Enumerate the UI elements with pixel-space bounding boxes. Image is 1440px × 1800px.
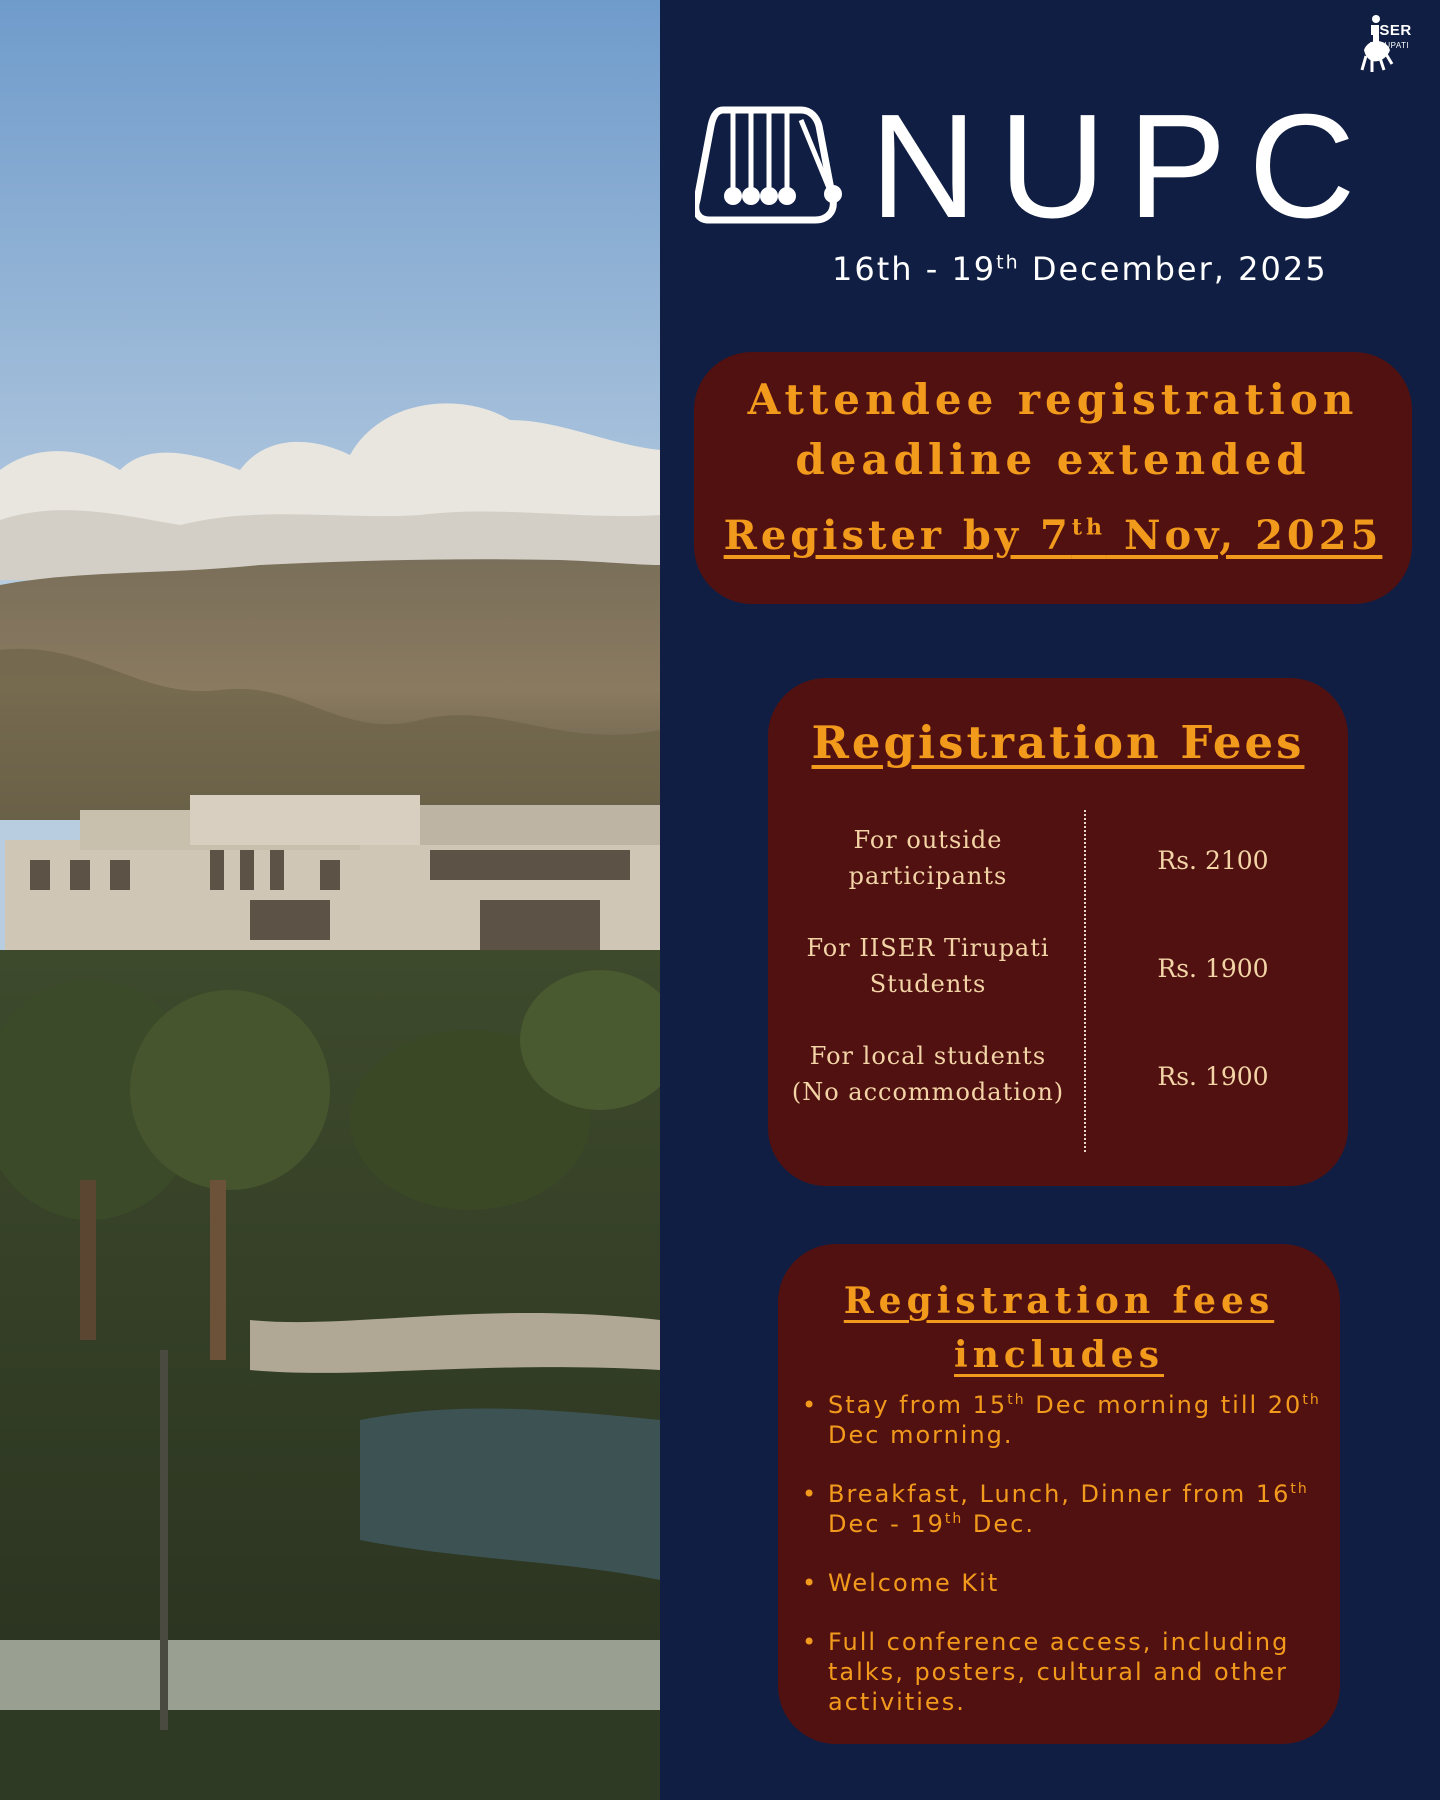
item-text: Stay from 15 (828, 1391, 1008, 1419)
event-date-month-year: December, 2025 (1019, 250, 1328, 288)
fee-row-label (778, 930, 1078, 1002)
item-sup: th (1302, 1392, 1321, 1408)
fee-label-line: Students (869, 970, 987, 998)
item-text: Breakfast, Lunch, Dinner from (828, 1480, 1256, 1508)
item-text: 16 (1255, 1480, 1291, 1508)
fee-amount: Rs. 1900 (1157, 1062, 1269, 1091)
registration-fees-card (768, 678, 1348, 1186)
item-sup: th (1007, 1392, 1026, 1408)
fee-label-line: participants (848, 862, 1008, 890)
deadline-card (694, 352, 1412, 604)
campus-photo (0, 0, 660, 1800)
item-text: Welcome Kit (828, 1569, 1000, 1597)
fee-row-label (778, 1038, 1078, 1110)
fee-row-label (778, 822, 1078, 894)
list-item (802, 1627, 1322, 1717)
fees-divider (1084, 810, 1086, 1152)
register-by-date (694, 512, 1412, 559)
register-suffix-sup: th (1071, 514, 1107, 541)
fee-label-line: (No accommodation) (791, 1078, 1065, 1106)
deadline-line-2: deadline extended (795, 435, 1311, 484)
list-item (802, 1568, 1322, 1598)
includes-heading (778, 1274, 1340, 1382)
fee-label-line: For local students (809, 1042, 1047, 1070)
institute-name: IISER (1370, 22, 1412, 39)
item-text: Dec. (963, 1510, 1035, 1538)
includes-list (802, 1390, 1322, 1746)
item-sup: th (944, 1511, 964, 1527)
event-title: NUPC (870, 84, 1378, 249)
item-text: Dec - 19 (828, 1510, 945, 1538)
fee-amount: Rs. 1900 (1157, 954, 1269, 983)
fee-amount: Rs. 2100 (1157, 846, 1269, 875)
fees-heading: Registration Fees (811, 716, 1305, 769)
item-text: Full conference access, including talks, posters, cultural and other activities. (828, 1628, 1290, 1716)
fees-includes-card (778, 1244, 1340, 1744)
deadline-line-1: Attendee registration (747, 375, 1359, 424)
event-end-suffix: th (996, 251, 1020, 274)
item-text: Dec morning. (828, 1421, 1014, 1449)
campus-photo-illustration (0, 0, 660, 1800)
deadline-heading (694, 370, 1412, 490)
event-date-dash: - (913, 250, 952, 288)
item-sup: th (1290, 1481, 1309, 1497)
fee-label-line: For outside (853, 826, 1003, 854)
list-item (802, 1390, 1322, 1450)
item-text: 20 (1267, 1391, 1303, 1419)
newtons-cradle-icon (695, 104, 845, 228)
register-prefix: Register by 7 (723, 512, 1072, 559)
includes-heading-line-1: Registration fees (843, 1280, 1275, 1322)
fee-label-line: For IISER Tirupati (806, 934, 1050, 962)
list-item (802, 1479, 1322, 1539)
register-date: Nov, 2025 (1106, 512, 1383, 559)
event-start-day: 16th (832, 250, 914, 288)
event-date (832, 250, 1392, 288)
includes-heading-line-2: includes (954, 1334, 1164, 1376)
item-text: Dec morning till (1025, 1391, 1268, 1419)
institute-subtitle: TIRUPATI (1370, 41, 1410, 50)
event-end-day: 19 (951, 250, 997, 288)
